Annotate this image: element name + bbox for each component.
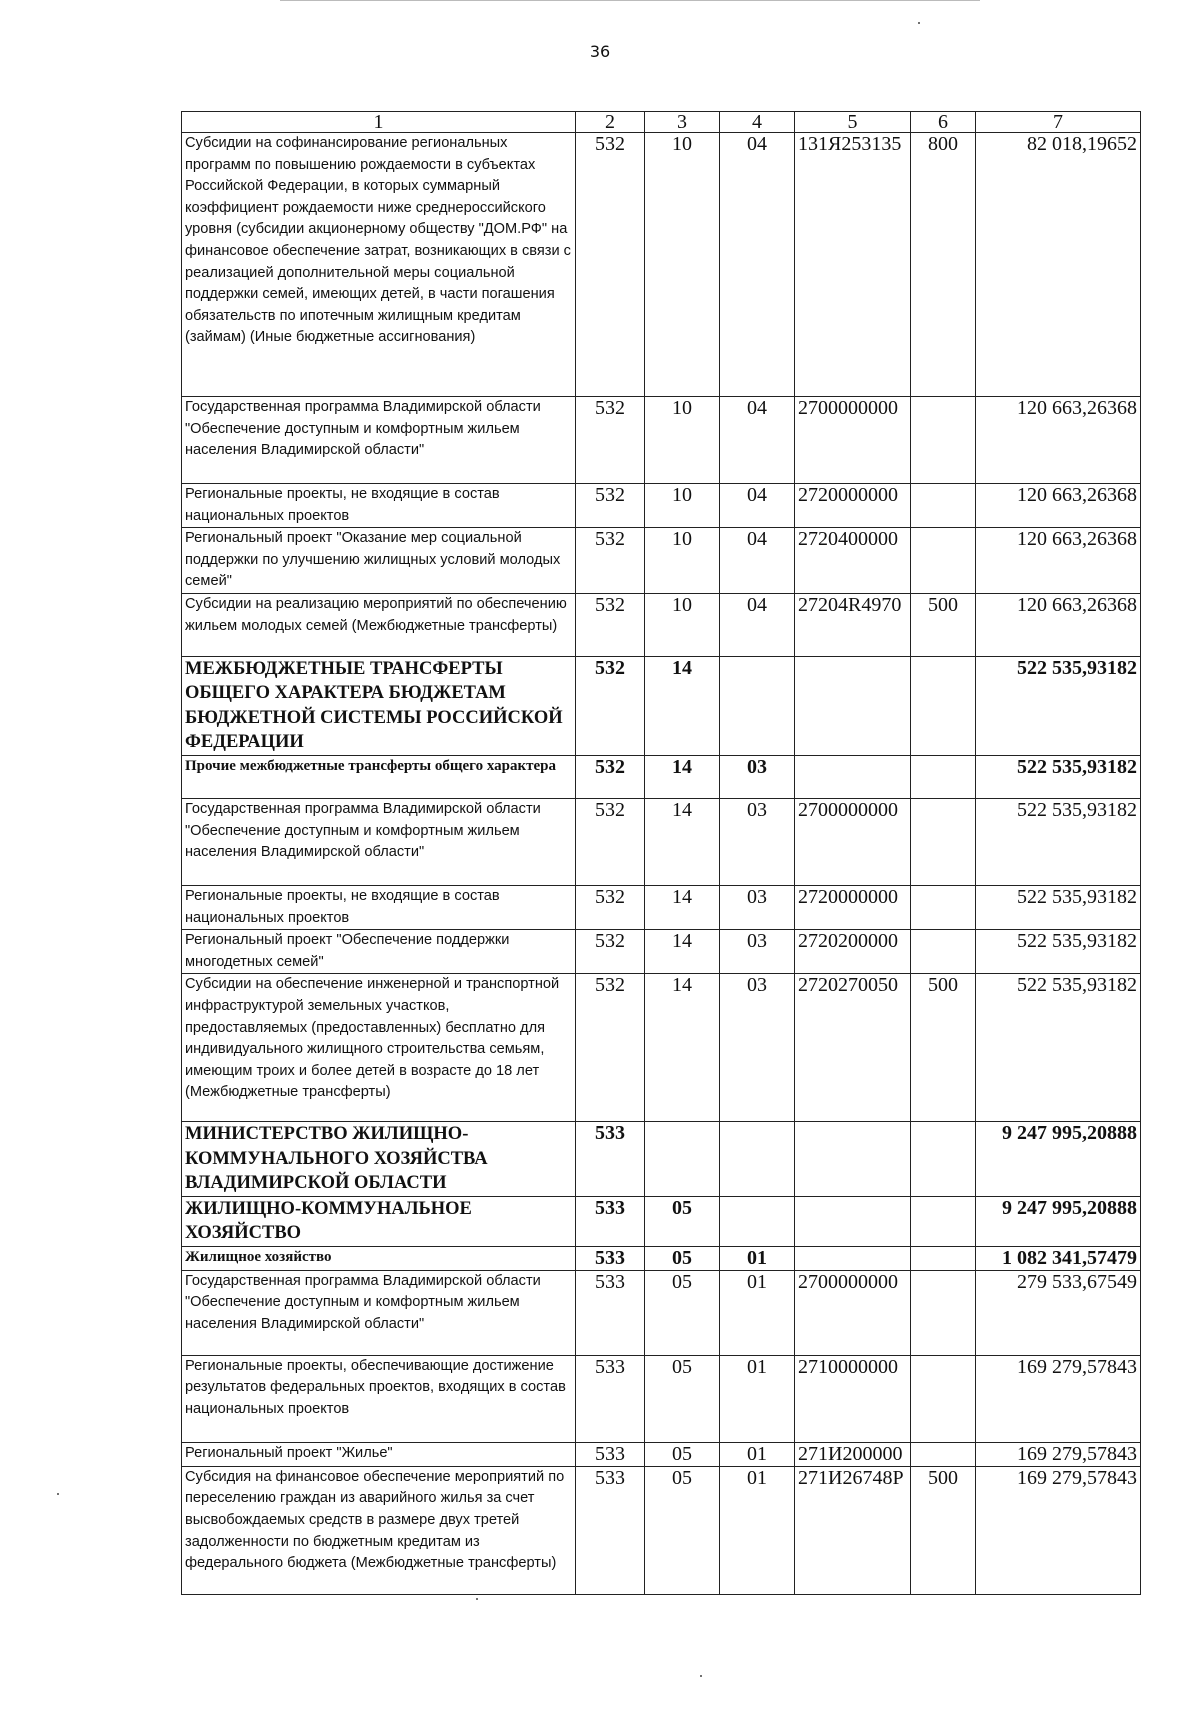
row-code-expense-type bbox=[911, 1122, 976, 1197]
row-code-section: 10 bbox=[645, 528, 720, 594]
row-code-subsection: 03 bbox=[720, 755, 795, 798]
table-row bbox=[182, 1122, 1141, 1197]
row-amount: 169 279,57843 bbox=[976, 1466, 1141, 1594]
row-code-expense-type: 500 bbox=[911, 1466, 976, 1594]
row-amount: 522 535,93182 bbox=[976, 885, 1141, 929]
row-code-ministry: 533 bbox=[576, 1466, 645, 1594]
page-number: 36 bbox=[589, 42, 611, 61]
row-code-target: 2720000000 bbox=[795, 484, 911, 528]
row-amount: 522 535,93182 bbox=[976, 798, 1141, 885]
row-code-subsection bbox=[720, 1122, 795, 1197]
row-code-ministry: 532 bbox=[576, 755, 645, 798]
table-row bbox=[182, 1355, 1141, 1442]
table-row bbox=[182, 930, 1141, 974]
row-code-subsection: 04 bbox=[720, 397, 795, 484]
row-name: МЕЖБЮДЖЕТНЫЕ ТРАНСФЕРТЫ ОБЩЕГО ХАРАКТЕРА БЮДЖЕТАМ БЮДЖЕТНОЙ СИСТЕМЫ РОССИЙСКОЙ ФЕДЕРАЦИИ bbox=[182, 656, 576, 755]
row-code-section: 10 bbox=[645, 133, 720, 397]
row-amount: 82 018,19652 bbox=[976, 133, 1141, 397]
scan-top-edge bbox=[280, 0, 980, 1]
row-code-section: 05 bbox=[645, 1246, 720, 1270]
row-code-target: 27204R4970 bbox=[795, 593, 911, 656]
row-code-ministry: 533 bbox=[576, 1246, 645, 1270]
row-code-expense-type: 800 bbox=[911, 133, 976, 397]
row-code-section: 10 bbox=[645, 593, 720, 656]
row-code-target bbox=[795, 656, 911, 755]
row-code-expense-type: 500 bbox=[911, 974, 976, 1122]
row-code-section: 14 bbox=[645, 755, 720, 798]
row-code-section: 05 bbox=[645, 1442, 720, 1466]
header-col-5: 5 bbox=[795, 112, 911, 133]
row-code-target bbox=[795, 1196, 911, 1246]
row-code-expense-type bbox=[911, 798, 976, 885]
table-row bbox=[182, 1246, 1141, 1270]
row-code-section: 14 bbox=[645, 798, 720, 885]
table-row bbox=[182, 397, 1141, 484]
scan-speck bbox=[57, 1493, 59, 1495]
budget-table bbox=[181, 111, 1141, 1595]
header-col-7: 7 bbox=[976, 112, 1141, 133]
row-code-subsection: 03 bbox=[720, 798, 795, 885]
row-code-subsection: 03 bbox=[720, 885, 795, 929]
row-code-subsection: 01 bbox=[720, 1442, 795, 1466]
row-name: Региональный проект "Жилье" bbox=[182, 1442, 576, 1466]
row-code-expense-type bbox=[911, 755, 976, 798]
row-code-target bbox=[795, 755, 911, 798]
row-code-ministry: 533 bbox=[576, 1270, 645, 1355]
row-code-ministry: 532 bbox=[576, 885, 645, 929]
row-code-subsection: 03 bbox=[720, 974, 795, 1122]
row-code-target: 2720400000 bbox=[795, 528, 911, 594]
row-name: Субсидии на софинансирование региональных программ по повышению рождаемости в субъектах Российской Федерации, в которых суммарный коэффициент рождаемости ниже среднероссийского уровня (субсидии акционерному обществу "ДОМ.РФ" на финансовое обеспечение затрат, возникающих в связи с реализацией дополнительной меры социальной поддержки семей, имеющих детей, в части погашения обязательств по ипотечным жилищным кредитам (займам) (Иные бюджетные ассигнования) bbox=[182, 133, 576, 397]
row-code-section: 10 bbox=[645, 397, 720, 484]
row-amount: 522 535,93182 bbox=[976, 755, 1141, 798]
row-code-section: 05 bbox=[645, 1270, 720, 1355]
row-code-ministry: 533 bbox=[576, 1355, 645, 1442]
row-code-target: 131Я253135 bbox=[795, 133, 911, 397]
row-code-section: 05 bbox=[645, 1196, 720, 1246]
row-code-ministry: 532 bbox=[576, 593, 645, 656]
table-row bbox=[182, 1442, 1141, 1466]
row-code-target: 2710000000 bbox=[795, 1355, 911, 1442]
row-name: Региональный проект "Обеспечение поддержки многодетных семей" bbox=[182, 930, 576, 974]
row-code-expense-type bbox=[911, 1442, 976, 1466]
row-code-subsection: 04 bbox=[720, 484, 795, 528]
row-code-subsection: 04 bbox=[720, 593, 795, 656]
row-name: Субсидия на финансовое обеспечение мероприятий по переселению граждан из аварийного жилья за счет высвобождаемых средств в размере двух третей задолженности по бюджетным кредитам из федерального бюджета (Межбюджетные трансферты) bbox=[182, 1466, 576, 1594]
row-name: Государственная программа Владимирской области "Обеспечение доступным и комфортным жильем населения Владимирской области" bbox=[182, 1270, 576, 1355]
row-amount: 120 663,26368 bbox=[976, 528, 1141, 594]
row-code-expense-type bbox=[911, 930, 976, 974]
row-code-ministry: 533 bbox=[576, 1122, 645, 1197]
row-code-section: 05 bbox=[645, 1466, 720, 1594]
row-code-target: 2700000000 bbox=[795, 798, 911, 885]
row-amount: 169 279,57843 bbox=[976, 1442, 1141, 1466]
table-row bbox=[182, 133, 1141, 397]
row-code-target: 271И26748Р bbox=[795, 1466, 911, 1594]
table-row bbox=[182, 1466, 1141, 1594]
row-code-subsection: 04 bbox=[720, 528, 795, 594]
table-row bbox=[182, 755, 1141, 798]
row-code-subsection: 01 bbox=[720, 1466, 795, 1594]
table-header-row bbox=[182, 112, 1141, 133]
row-name: ЖИЛИЩНО-КОММУНАЛЬНОЕ ХОЗЯЙСТВО bbox=[182, 1196, 576, 1246]
scan-speck bbox=[918, 22, 920, 24]
row-name: Государственная программа Владимирской области "Обеспечение доступным и комфортным жильем населения Владимирской области" bbox=[182, 798, 576, 885]
row-amount: 1 082 341,57479 bbox=[976, 1246, 1141, 1270]
row-code-section bbox=[645, 1122, 720, 1197]
scan-speck bbox=[476, 1598, 478, 1600]
row-code-ministry: 532 bbox=[576, 656, 645, 755]
row-code-subsection: 01 bbox=[720, 1355, 795, 1442]
row-amount: 522 535,93182 bbox=[976, 656, 1141, 755]
row-code-target: 2720000000 bbox=[795, 885, 911, 929]
row-code-section: 14 bbox=[645, 656, 720, 755]
row-code-expense-type bbox=[911, 528, 976, 594]
row-code-target bbox=[795, 1122, 911, 1197]
row-code-ministry: 532 bbox=[576, 528, 645, 594]
table-row bbox=[182, 484, 1141, 528]
header-col-4: 4 bbox=[720, 112, 795, 133]
row-name: Региональный проект "Оказание мер социальной поддержки по улучшению жилищных условий молодых семей" bbox=[182, 528, 576, 594]
table-row bbox=[182, 656, 1141, 755]
row-code-target: 2720200000 bbox=[795, 930, 911, 974]
row-code-expense-type bbox=[911, 1196, 976, 1246]
row-code-section: 14 bbox=[645, 974, 720, 1122]
row-code-subsection: 04 bbox=[720, 133, 795, 397]
row-amount: 120 663,26368 bbox=[976, 397, 1141, 484]
scan-speck bbox=[700, 1675, 702, 1677]
row-name: Субсидии на обеспечение инженерной и транспортной инфраструктурой земельных участков, предоставляемых (предоставленных) бесплатно для индивидуального жилищного строительства семьям, имеющим троих и более детей в возрасте до 18 лет (Межбюджетные трансферты) bbox=[182, 974, 576, 1122]
row-code-ministry: 532 bbox=[576, 974, 645, 1122]
header-col-1: 1 bbox=[182, 112, 576, 133]
row-code-expense-type bbox=[911, 397, 976, 484]
row-code-expense-type bbox=[911, 1246, 976, 1270]
row-amount: 169 279,57843 bbox=[976, 1355, 1141, 1442]
row-name: МИНИСТЕРСТВО ЖИЛИЩНО-КОММУНАЛЬНОГО ХОЗЯЙСТВА ВЛАДИМИРСКОЙ ОБЛАСТИ bbox=[182, 1122, 576, 1197]
row-code-target: 2700000000 bbox=[795, 397, 911, 484]
row-code-expense-type bbox=[911, 885, 976, 929]
row-name: Субсидии на реализацию мероприятий по обеспечению жильем молодых семей (Межбюджетные трансферты) bbox=[182, 593, 576, 656]
row-name: Региональные проекты, не входящие в состав национальных проектов bbox=[182, 885, 576, 929]
row-name: Региональные проекты, не входящие в состав национальных проектов bbox=[182, 484, 576, 528]
header-col-3: 3 bbox=[645, 112, 720, 133]
table-row bbox=[182, 593, 1141, 656]
row-code-ministry: 532 bbox=[576, 397, 645, 484]
row-amount: 279 533,67549 bbox=[976, 1270, 1141, 1355]
row-code-expense-type bbox=[911, 656, 976, 755]
table-row bbox=[182, 1196, 1141, 1246]
row-code-ministry: 532 bbox=[576, 798, 645, 885]
table-row bbox=[182, 885, 1141, 929]
row-code-ministry: 532 bbox=[576, 133, 645, 397]
row-code-ministry: 532 bbox=[576, 484, 645, 528]
row-amount: 9 247 995,20888 bbox=[976, 1122, 1141, 1197]
row-amount: 120 663,26368 bbox=[976, 593, 1141, 656]
table-row bbox=[182, 974, 1141, 1122]
row-code-subsection: 01 bbox=[720, 1270, 795, 1355]
row-code-section: 10 bbox=[645, 484, 720, 528]
row-code-subsection bbox=[720, 1196, 795, 1246]
row-name: Жилищное хозяйство bbox=[182, 1246, 576, 1270]
table-row bbox=[182, 1270, 1141, 1355]
header-col-6: 6 bbox=[911, 112, 976, 133]
row-code-ministry: 533 bbox=[576, 1196, 645, 1246]
row-code-expense-type bbox=[911, 1355, 976, 1442]
row-amount: 522 535,93182 bbox=[976, 974, 1141, 1122]
row-code-target: 2720270050 bbox=[795, 974, 911, 1122]
row-amount: 522 535,93182 bbox=[976, 930, 1141, 974]
row-amount: 120 663,26368 bbox=[976, 484, 1141, 528]
row-code-subsection bbox=[720, 656, 795, 755]
row-code-expense-type: 500 bbox=[911, 593, 976, 656]
row-code-section: 14 bbox=[645, 930, 720, 974]
row-code-target: 271И200000 bbox=[795, 1442, 911, 1466]
row-code-expense-type bbox=[911, 1270, 976, 1355]
row-amount: 9 247 995,20888 bbox=[976, 1196, 1141, 1246]
row-code-ministry: 533 bbox=[576, 1442, 645, 1466]
row-code-target bbox=[795, 1246, 911, 1270]
row-code-target: 2700000000 bbox=[795, 1270, 911, 1355]
table-row bbox=[182, 798, 1141, 885]
row-name: Региональные проекты, обеспечивающие достижение результатов федеральных проектов, входящих в состав национальных проектов bbox=[182, 1355, 576, 1442]
table-row bbox=[182, 528, 1141, 594]
row-code-section: 14 bbox=[645, 885, 720, 929]
row-code-subsection: 01 bbox=[720, 1246, 795, 1270]
row-name: Государственная программа Владимирской области "Обеспечение доступным и комфортным жильем населения Владимирской области" bbox=[182, 397, 576, 484]
row-code-section: 05 bbox=[645, 1355, 720, 1442]
header-col-2: 2 bbox=[576, 112, 645, 133]
row-code-expense-type bbox=[911, 484, 976, 528]
row-code-subsection: 03 bbox=[720, 930, 795, 974]
row-name: Прочие межбюджетные трансферты общего характера bbox=[182, 755, 576, 798]
row-code-ministry: 532 bbox=[576, 930, 645, 974]
